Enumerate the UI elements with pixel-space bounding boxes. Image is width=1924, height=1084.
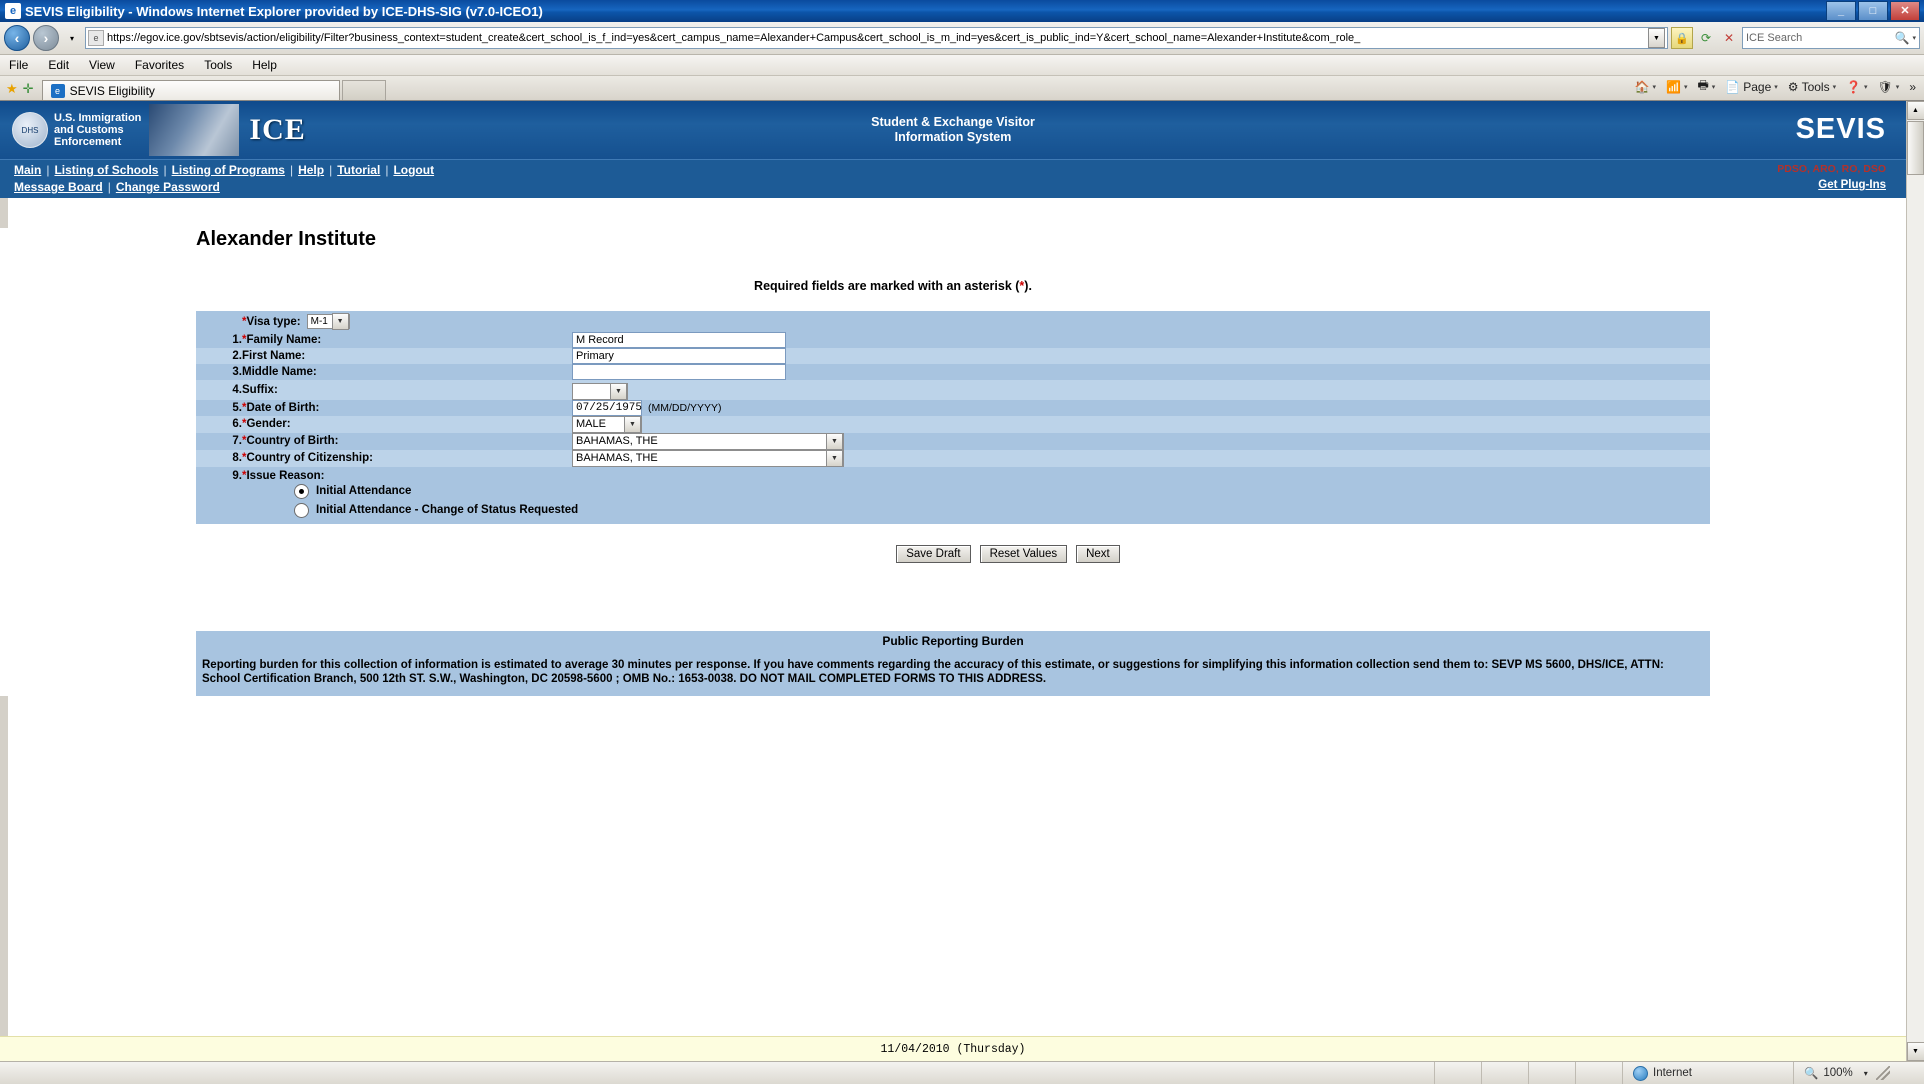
- required-note-asterisk: *: [1019, 279, 1025, 293]
- radio-initial-attendance-cos[interactable]: [294, 503, 309, 518]
- chevron-down-icon[interactable]: ▼: [624, 416, 641, 433]
- menu-help[interactable]: Help: [252, 58, 277, 72]
- row-number: 2.: [232, 350, 242, 362]
- page-menu-button[interactable]: 📄 Page ▾: [1725, 79, 1778, 94]
- country-of-citizenship-select[interactable]: [572, 450, 844, 467]
- nav-help[interactable]: Help: [298, 163, 325, 177]
- sevis-wordmark: SEVIS: [1795, 113, 1886, 145]
- form-content: [0, 228, 1906, 696]
- refresh-icon[interactable]: ⟳: [1700, 31, 1712, 45]
- issue-reason-option-1-label: Initial Attendance: [316, 485, 412, 497]
- title-bar: [0, 0, 1924, 22]
- nav-change-password[interactable]: Change Password: [115, 180, 220, 194]
- row-number: 7.: [232, 435, 242, 447]
- issue-reason-option-1[interactable]: [242, 482, 1710, 501]
- page-viewport: [0, 101, 1924, 1061]
- chevron-down-icon[interactable]: ▼: [332, 313, 349, 330]
- menu-favorites[interactable]: Favorites: [134, 58, 185, 72]
- dob-label: Date of Birth:: [246, 401, 320, 414]
- table-row: [196, 348, 1710, 364]
- tab-bar: [0, 76, 1924, 101]
- back-button[interactable]: ‹: [4, 25, 30, 51]
- nav-listing-of-programs[interactable]: Listing of Programs: [171, 163, 285, 177]
- country-of-citizenship-label: Country of Citizenship:: [246, 452, 373, 464]
- search-icon[interactable]: 🔍: [1894, 31, 1910, 45]
- address-dropdown-icon[interactable]: ▼: [1648, 28, 1665, 48]
- agency-line-1: U.S. Immigration: [54, 112, 142, 124]
- system-title-line-2: Information System: [894, 130, 1012, 144]
- table-row: [196, 416, 1710, 433]
- agency-line-2: and Customs: [54, 124, 124, 136]
- table-row: [196, 467, 1710, 524]
- row-number: 1.: [232, 334, 242, 346]
- page-scrollbar[interactable]: [1906, 101, 1924, 1061]
- gender-label: Gender:: [246, 418, 291, 430]
- favorites-star-icon[interactable]: ★: [6, 81, 18, 96]
- save-draft-button[interactable]: Save Draft: [896, 545, 970, 563]
- row-number: 8.: [232, 452, 242, 464]
- scroll-up-button[interactable]: ▲: [1907, 101, 1924, 120]
- radio-initial-attendance[interactable]: [294, 484, 309, 499]
- search-dropdown-icon[interactable]: ▾: [1912, 35, 1916, 42]
- chevron-down-icon[interactable]: ▼: [610, 383, 627, 400]
- first-name-input[interactable]: Primary: [572, 348, 786, 364]
- row-field: [572, 332, 1710, 348]
- close-button[interactable]: ✕: [1890, 1, 1920, 21]
- visa-type-select[interactable]: [307, 314, 350, 329]
- table-row: [196, 364, 1710, 380]
- page-date-footer: 11/04/2010 (Thursday): [0, 1036, 1906, 1061]
- maximize-button[interactable]: □: [1858, 1, 1888, 21]
- status-cell-1: [1434, 1062, 1481, 1084]
- search-input[interactable]: ICE Search: [1746, 32, 1803, 44]
- visa-type-spacer: [196, 311, 242, 332]
- issue-reason-option-2-label: Initial Attendance - Change of Status Requested: [316, 504, 579, 516]
- add-favorite-icon[interactable]: ✛: [22, 81, 34, 96]
- family-name-input[interactable]: M Record: [572, 332, 786, 348]
- reset-values-button[interactable]: Reset Values: [980, 545, 1068, 563]
- date-format-hint: (MM/DD/YYYY): [648, 401, 722, 414]
- row-label: *Date of Birth:: [242, 401, 320, 414]
- row-field: [572, 364, 1710, 380]
- address-input[interactable]: https://egov.ice.gov/sbtsevis/action/eligibility/Filter?business_context=student_create&cert_school_is_f_ind=yes&cert_campus_name=Alexander+Campus&cert_school_is_m_ind=yes&cert_is_public_ind=Y&cert_school_name=Alexander+Institute&com_role_: [107, 32, 1361, 44]
- family-name-label: Family Name:: [246, 334, 322, 346]
- form-buttons: [110, 545, 1906, 563]
- status-cell-4: [1575, 1062, 1622, 1084]
- sevis-nav-row-2: Message Board | Change Password: [14, 180, 220, 194]
- agency-name: [54, 112, 141, 148]
- page-icon: e: [88, 30, 104, 46]
- table-row: [196, 433, 1710, 450]
- row-label: Middle Name:: [242, 366, 317, 378]
- security-zone[interactable]: [1622, 1062, 1793, 1084]
- nav-listing-of-schools[interactable]: Listing of Schools: [54, 163, 159, 177]
- zoom-dropdown-icon[interactable]: ▾: [1863, 1068, 1868, 1078]
- gender-value: MALE: [576, 418, 606, 430]
- row-number: 9.: [232, 469, 242, 482]
- tab-favicon: e: [51, 84, 65, 98]
- required-fields-note: [0, 279, 1786, 293]
- resize-grip[interactable]: [1876, 1066, 1890, 1080]
- next-button[interactable]: Next: [1076, 545, 1120, 563]
- overflow-icon[interactable]: »: [1909, 79, 1916, 94]
- nav-message-board[interactable]: Message Board: [14, 180, 103, 194]
- row-number: 3.: [232, 366, 242, 378]
- scrollbar-thumb[interactable]: [1907, 121, 1924, 175]
- row-field: [572, 348, 1710, 364]
- country-of-birth-select[interactable]: [572, 433, 844, 450]
- security-zone-label: Internet: [1653, 1067, 1692, 1079]
- sevis-banner: [0, 101, 1906, 159]
- row-label: *Country of Birth:: [242, 435, 339, 447]
- safety-icon[interactable]: 🛡 ▾: [1877, 79, 1900, 94]
- minimize-button[interactable]: _: [1826, 1, 1856, 21]
- table-row: [196, 400, 1710, 416]
- row-field: [572, 400, 1710, 416]
- globe-icon: [1633, 1066, 1648, 1081]
- sevis-nav-row-1: Main | Listing of Schools | Listing of Programs | Help | Tutorial | Logout: [14, 163, 435, 177]
- search-box[interactable]: [1742, 27, 1920, 49]
- ie-icon: e: [5, 3, 21, 19]
- banner-photo-collage: [149, 104, 239, 156]
- page-content: [0, 101, 1906, 1061]
- zoom-icon: 🔍: [1804, 1068, 1819, 1080]
- date-of-birth-input[interactable]: 07/25/1975: [572, 400, 642, 416]
- country-of-birth-value: BAHAMAS, THE: [576, 435, 658, 447]
- menu-tools[interactable]: Tools: [204, 58, 233, 72]
- public-reporting-burden-body: Reporting burden for this collection of information is estimated to average 30 minutes per response. If you have comments regarding the accuracy of this estimate, or suggestions for simplifying this information collection send them to: SEVP MS 5600, DHS/ICE, ATTN: School Certification Branch, 500 12th ST. S.W., Washington, DC 20598-5600 ; OMB No.: 1653-0038. DO NOT MAIL COMPLETED FORMS TO THIS ADDRESS.: [196, 651, 1710, 696]
- row-field: [572, 450, 1710, 467]
- zoom-control[interactable]: [1793, 1062, 1924, 1084]
- table-row: [196, 450, 1710, 467]
- row-number: 4.: [232, 383, 242, 396]
- scroll-down-button[interactable]: ▼: [1907, 1042, 1924, 1061]
- print-icon[interactable]: 🖶 ▾: [1697, 78, 1716, 92]
- tab-sevis-eligibility[interactable]: [42, 80, 340, 100]
- middle-name-input[interactable]: [572, 364, 786, 380]
- page-title: Alexander Institute: [196, 228, 377, 250]
- nav-logout[interactable]: Logout: [393, 163, 435, 177]
- command-bar: [1635, 76, 1924, 100]
- system-title: [871, 115, 1035, 145]
- user-role-text: PDSO, ARO, RO, DSO: [1777, 163, 1886, 175]
- status-bar: [0, 1061, 1924, 1084]
- chevron-down-icon[interactable]: ▼: [826, 450, 843, 467]
- table-row: [196, 332, 1710, 348]
- visa-type-row: *Visa type: M-1 ▼: [196, 311, 1710, 332]
- window-controls: [1826, 1, 1920, 21]
- get-plugins-link[interactable]: Get Plug-Ins: [1818, 179, 1886, 191]
- visa-type-label: Visa type:: [246, 315, 301, 328]
- forward-button[interactable]: ›: [33, 25, 59, 51]
- row-label: *Country of Citizenship:: [242, 452, 373, 464]
- row-number: 6.: [232, 418, 242, 430]
- tab-label: SEVIS Eligibility: [69, 83, 155, 98]
- required-note-suffix: ).: [1024, 279, 1032, 293]
- row-field: [572, 416, 1710, 433]
- row-label: Suffix:: [242, 383, 278, 396]
- tools-menu-button[interactable]: ⚙ Tools ▾: [1787, 79, 1837, 94]
- menu-edit[interactable]: Edit: [48, 58, 70, 72]
- home-icon[interactable]: 🏠 ▾: [1634, 79, 1656, 94]
- required-note-prefix: Required fields are marked with an asterisk (: [754, 279, 1020, 293]
- menu-bar: [0, 55, 1924, 76]
- new-tab-button[interactable]: [342, 80, 386, 100]
- row-number: 5.: [232, 401, 242, 414]
- row-label: First Name:: [242, 350, 306, 362]
- stop-icon[interactable]: ✕: [1723, 31, 1735, 45]
- help-icon[interactable]: ❓ ▾: [1846, 79, 1868, 94]
- address-bar[interactable]: [85, 27, 1668, 49]
- table-row: [196, 380, 1710, 400]
- status-cell-2: [1481, 1062, 1528, 1084]
- suffix-select[interactable]: [572, 383, 628, 400]
- chevron-down-icon[interactable]: ▼: [826, 433, 843, 450]
- nav-tutorial[interactable]: Tutorial: [337, 163, 381, 177]
- history-dropdown-icon[interactable]: ▾: [69, 33, 74, 43]
- issue-reason-option-2[interactable]: [242, 501, 1710, 524]
- address-toolbar: [0, 22, 1924, 55]
- country-of-birth-label: Country of Birth:: [246, 435, 339, 447]
- row-label: *Gender:: [242, 418, 291, 430]
- public-reporting-burden-title: Public Reporting Burden: [196, 631, 1710, 651]
- row-field: [572, 433, 1710, 450]
- row-label: *Issue Reason: Initial Attendance Initial Attendance - Change of Status Requested: [242, 467, 1710, 524]
- window-title: SEVIS Eligibility - Windows Internet Explorer provided by ICE-DHS-SIG (v7.0-ICEO1): [25, 3, 543, 19]
- feeds-icon[interactable]: 📶 ▾: [1665, 79, 1688, 94]
- lock-icon: 🔒: [1671, 27, 1693, 49]
- visa-type-value: M-1: [310, 316, 328, 327]
- menu-view[interactable]: View: [89, 58, 115, 72]
- status-cell-3: [1528, 1062, 1575, 1084]
- system-title-line-1: Student & Exchange Visitor: [871, 115, 1035, 129]
- sevis-nav: [0, 159, 1906, 198]
- nav-main[interactable]: Main: [14, 163, 42, 177]
- agency-line-3: Enforcement: [54, 136, 122, 148]
- ice-logo: ICE: [249, 113, 306, 146]
- row-field: [572, 380, 1710, 400]
- eligibility-form: [196, 311, 1710, 524]
- gender-select[interactable]: [572, 416, 642, 433]
- menu-file[interactable]: File: [9, 58, 29, 72]
- zoom-level: 100%: [1823, 1067, 1853, 1079]
- issue-reason-label: Issue Reason:: [246, 469, 325, 482]
- row-label: *Family Name:: [242, 334, 322, 346]
- country-of-citizenship-value: BAHAMAS, THE: [576, 452, 658, 464]
- dhs-seal-icon: DHS: [12, 112, 48, 148]
